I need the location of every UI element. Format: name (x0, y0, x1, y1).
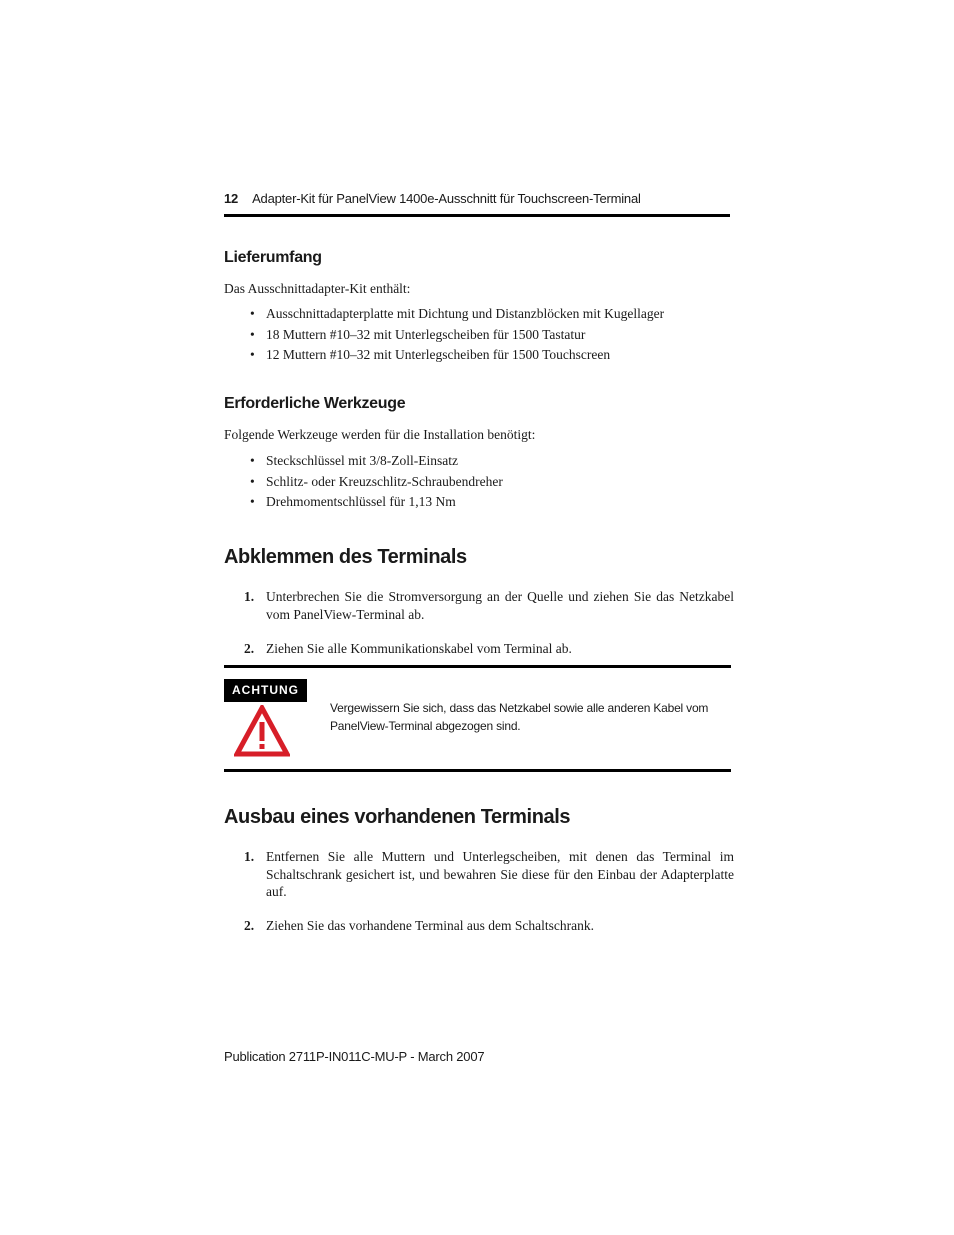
lieferumfang-list (250, 304, 664, 366)
step-text: Unterbrechen Sie die Stromversorgung an der Quelle und ziehen Sie das Netzkabel vom PanelView-Terminal ab. (266, 589, 734, 622)
section-heading-abklemmen: Abklemmen des Terminals (224, 546, 467, 568)
list-item: • Schlitz- oder Kreuzschlitz-Schraubendreher (250, 472, 503, 493)
werkzeuge-list (250, 451, 503, 513)
section-heading-werkzeuge: Erforderliche Werkzeuge (224, 395, 406, 412)
step-text: Ziehen Sie das vorhandene Terminal aus dem Schaltschrank. (266, 918, 594, 933)
step-number: 2. (244, 918, 255, 933)
step-text: Entfernen Sie alle Muttern und Unterlegscheiben, mit denen das Terminal im Schaltschrank gesichert ist, und bewahren Sie diese für den Einbau der Adapterplatte auf. (266, 849, 734, 899)
werkzeuge-intro: Folgende Werkzeuge werden für die Installation benötigt: (224, 427, 536, 442)
attention-text: Vergewissern Sie sich, dass das Netzkabel sowie alle anderen Kabel vom PanelView-Terminal abgezogen sind. (330, 701, 709, 733)
abklemmen-step-1 (244, 588, 734, 623)
list-item: • 12 Muttern #10–32 mit Unterlegscheiben für 1500 Touchscreen (250, 345, 664, 366)
attention-bottom-rule (224, 769, 731, 772)
running-header (224, 191, 730, 206)
list-item: • 18 Muttern #10–32 mit Unterlegscheiben für 1500 Tastatur (250, 325, 664, 346)
ausbau-step-2 (244, 917, 734, 935)
list-item: • Ausschnittadapterplatte mit Dichtung und Distanzblöcken mit Kugellager (250, 304, 664, 325)
warning-triangle-icon (234, 705, 290, 757)
ausbau-step-1 (244, 848, 734, 901)
attention-top-rule (224, 665, 731, 668)
list-item: • Steckschlüssel mit 3/8-Zoll-Einsatz (250, 451, 503, 472)
attention-badge: ACHTUNG (224, 679, 307, 702)
header-rule (224, 214, 730, 217)
step-number: 2. (244, 641, 255, 656)
section-heading-ausbau: Ausbau eines vorhandenen Terminals (224, 806, 571, 828)
page-number: 12 (224, 191, 239, 206)
abklemmen-step-2 (244, 640, 734, 658)
step-number: 1. (244, 589, 255, 604)
step-text: Ziehen Sie alle Kommunikationskabel vom Terminal ab. (266, 641, 572, 656)
step-number: 1. (244, 849, 255, 864)
list-item: • Drehmomentschlüssel für 1,13 Nm (250, 492, 503, 513)
lieferumfang-intro: Das Ausschnittadapter-Kit enthält: (224, 281, 411, 296)
publication-footer: Publication 2711P-IN011C-MU-P - March 2007 (224, 1049, 485, 1064)
running-header-title: Adapter-Kit für PanelView 1400e-Ausschnitt für Touchscreen-Terminal (252, 191, 641, 206)
section-heading-lieferumfang: Lieferumfang (224, 249, 322, 266)
